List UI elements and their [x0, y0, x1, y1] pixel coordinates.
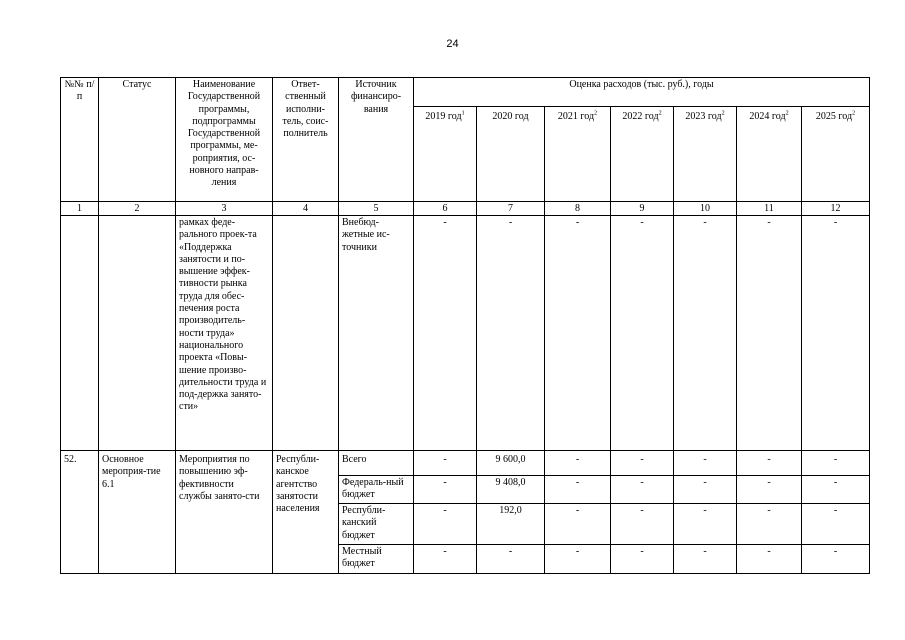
- column-number: 6: [414, 202, 477, 216]
- column-number: 9: [611, 202, 674, 216]
- column-number: 4: [273, 202, 339, 216]
- year-header: 2021 год$^2$: [545, 107, 611, 202]
- budget-table: [60, 77, 870, 574]
- value-cell: -: [674, 545, 737, 574]
- value-cell: -: [414, 451, 477, 476]
- value-cell: -: [737, 545, 802, 574]
- continuation-row: [61, 216, 870, 451]
- source-label: Местный бюджет: [339, 545, 414, 574]
- value-cell: -: [545, 451, 611, 476]
- year-header: 2025 год$^2$: [802, 107, 870, 202]
- value-cell: -: [674, 216, 737, 451]
- source-label: Всего: [339, 451, 414, 476]
- value-cell: -: [674, 476, 737, 504]
- column-number: 3: [176, 202, 273, 216]
- item-52-row-total: [61, 451, 870, 476]
- column-number: 7: [477, 202, 545, 216]
- column-number: 11: [737, 202, 802, 216]
- value-cell: -: [611, 451, 674, 476]
- value-cell: -: [545, 545, 611, 574]
- header-status: Статус: [99, 78, 176, 202]
- item-52-executor: Республи-канское агентство занятости населения: [273, 451, 339, 574]
- column-number: 1: [61, 202, 99, 216]
- column-number: 10: [674, 202, 737, 216]
- value-cell: -: [802, 476, 870, 504]
- source-label: Федераль-ный бюджет: [339, 476, 414, 504]
- value-cell: -: [545, 476, 611, 504]
- header-source: Источник финансиро-вания: [339, 78, 414, 202]
- value-cell: -: [611, 216, 674, 451]
- value-cell: 192,0: [477, 504, 545, 545]
- year-header: 2023 год$^2$: [674, 107, 737, 202]
- column-number-row: [61, 202, 870, 216]
- value-cell: -: [737, 504, 802, 545]
- value-cell: -: [802, 504, 870, 545]
- header-cost: Оценка расходов (тыс. руб.), годы: [414, 78, 870, 107]
- value-cell: 9 600,0: [477, 451, 545, 476]
- year-header: 2022 год$^2$: [611, 107, 674, 202]
- column-number: 5: [339, 202, 414, 216]
- year-header: 2024 год$^2$: [737, 107, 802, 202]
- value-cell: -: [545, 504, 611, 545]
- value-cell: 9 408,0: [477, 476, 545, 504]
- item-52-name: Мероприятия по повышению эф-фективности службы занято-сти: [176, 451, 273, 574]
- column-number: 2: [99, 202, 176, 216]
- continuation-name: рамках феде-рального проек-та «Поддержка занятости и по-вышение эффек-тивности рынка труда для обес-печения роста производитель-ности труда» национального проекта «Повы-шение произво-дительности труда и под-держка занято-сти»: [176, 216, 273, 451]
- column-number: 12: [802, 202, 870, 216]
- value-cell: -: [414, 476, 477, 504]
- header-executor: Ответ-ственный исполни-тель, соис-полнитель: [273, 78, 339, 202]
- value-cell: -: [414, 216, 477, 451]
- value-cell: -: [414, 504, 477, 545]
- item-52-status: Основное мероприя-тие 6.1: [99, 451, 176, 574]
- value-cell: -: [611, 545, 674, 574]
- header-name: Наименование Государственной программы, подпрограммы Государственной программы, ме-роприятия, ос-новного направ-ления: [176, 78, 273, 202]
- page-number: 24: [446, 38, 459, 50]
- year-header: 2019 год$^1$: [414, 107, 477, 202]
- continuation-source: Внебюд-жетные ис-точники: [339, 216, 414, 451]
- value-cell: -: [611, 504, 674, 545]
- header-num: №№ п/п: [61, 78, 99, 202]
- value-cell: -: [737, 451, 802, 476]
- column-number: 8: [545, 202, 611, 216]
- year-header: 2020 год: [477, 107, 545, 202]
- value-cell: -: [545, 216, 611, 451]
- value-cell: -: [674, 504, 737, 545]
- value-cell: -: [802, 451, 870, 476]
- header-row-1: [61, 78, 870, 107]
- value-cell: -: [802, 545, 870, 574]
- value-cell: -: [477, 545, 545, 574]
- item-52-num: 52.: [61, 451, 99, 574]
- value-cell: -: [414, 545, 477, 574]
- value-cell: -: [674, 451, 737, 476]
- value-cell: -: [737, 216, 802, 451]
- value-cell: -: [802, 216, 870, 451]
- value-cell: -: [737, 476, 802, 504]
- value-cell: -: [477, 216, 545, 451]
- value-cell: -: [611, 476, 674, 504]
- source-label: Республи-канский бюджет: [339, 504, 414, 545]
